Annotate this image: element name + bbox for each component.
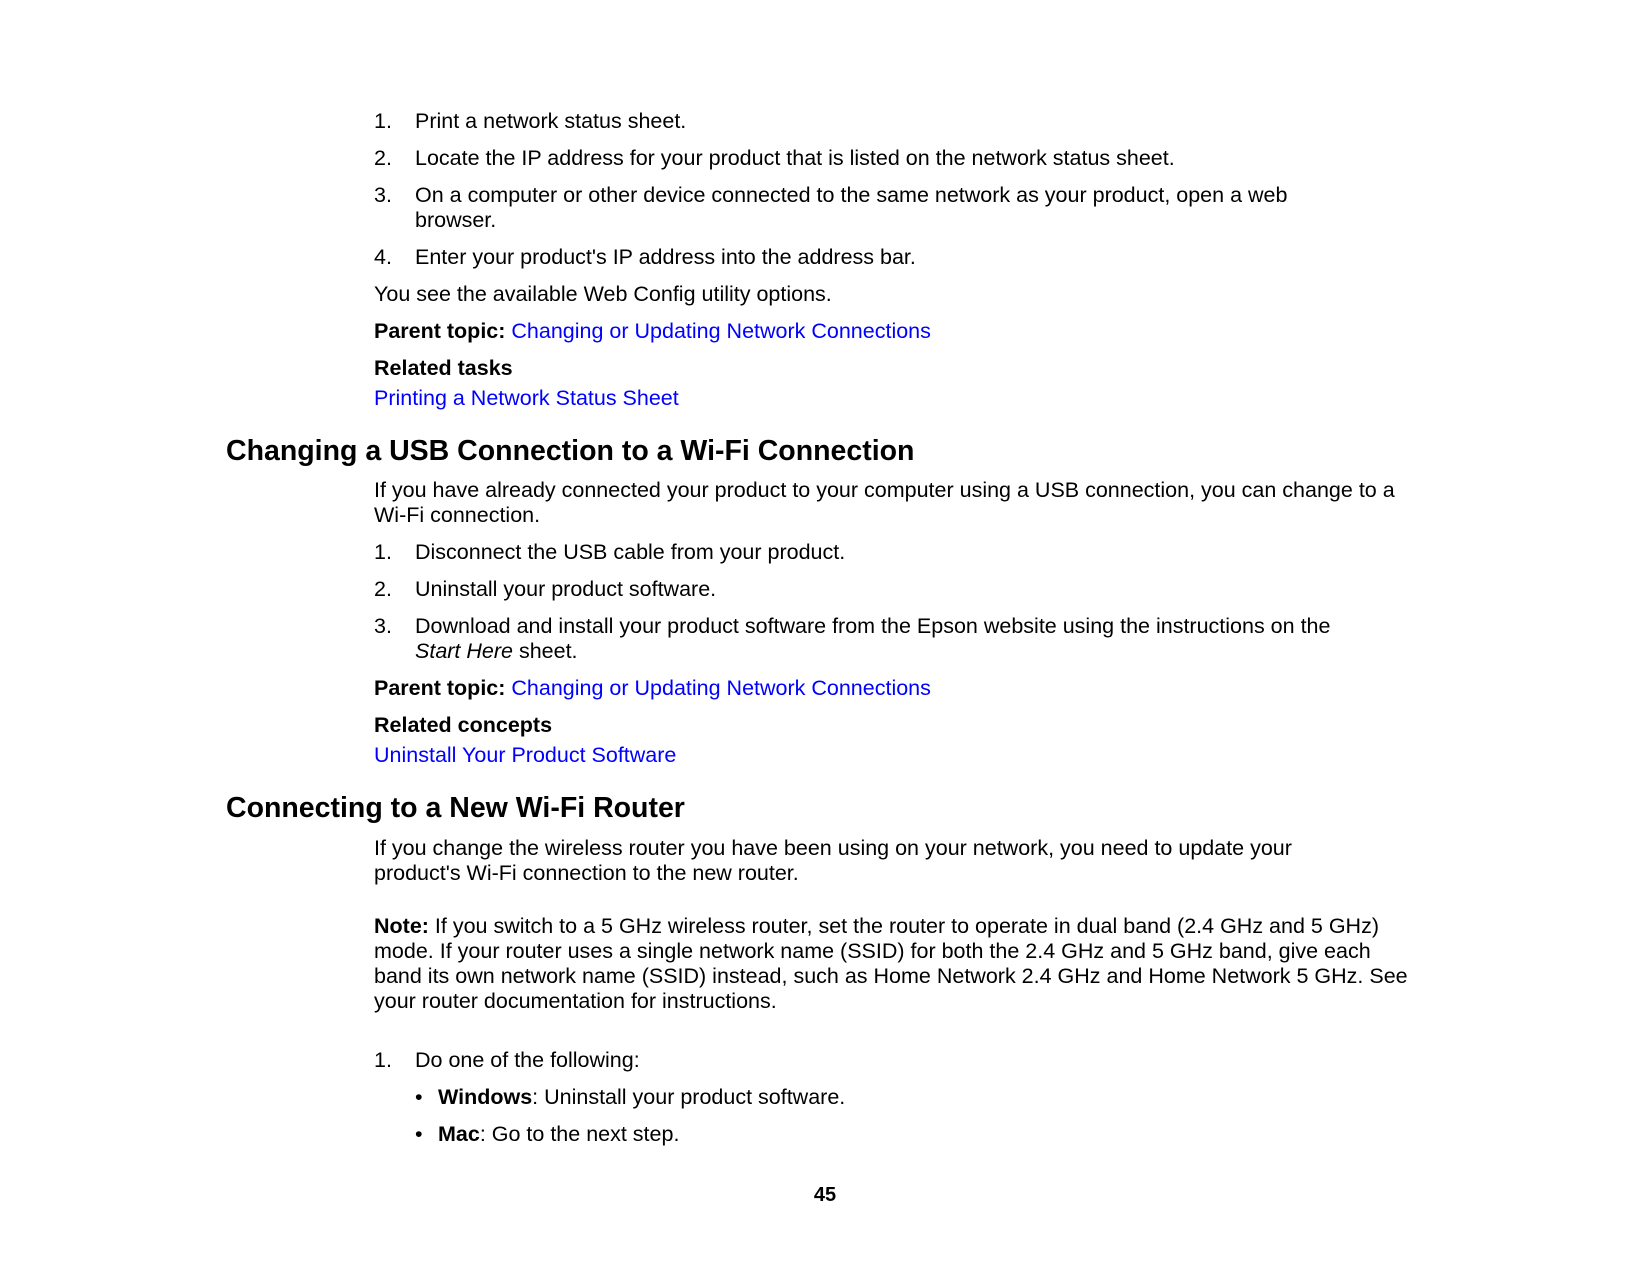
step-text — [415, 614, 1394, 664]
step-text-part: sheet. — [512, 639, 578, 663]
step-number: 2. — [374, 577, 392, 601]
bullet-item — [415, 1085, 845, 1110]
list-item — [374, 109, 1414, 134]
step-text: Enter your product's IP address into the address bar. — [415, 245, 916, 269]
list-item — [374, 146, 1414, 171]
list-item — [374, 577, 1414, 602]
step-text: On a computer or other device connected to the same network as your product, open a web browser. — [415, 183, 1288, 232]
section-heading: Changing a USB Connection to a Wi-Fi Connection — [226, 435, 915, 467]
step-number: 1. — [374, 1048, 392, 1072]
step-number: 2. — [374, 146, 392, 170]
related-concept-item — [374, 743, 1414, 768]
list-item — [374, 1048, 1414, 1073]
step-number: 1. — [374, 540, 392, 564]
bullet-label: Windows — [438, 1085, 533, 1109]
list-item — [374, 183, 1349, 233]
list-item — [374, 540, 1414, 565]
parent-topic-label: Parent topic: — [374, 676, 506, 700]
document-title-ref: Start Here — [415, 639, 513, 663]
step-number: 4. — [374, 245, 392, 269]
related-task-link[interactable]: Printing a Network Status Sheet — [374, 386, 679, 410]
related-concepts-heading: Related concepts — [374, 713, 553, 737]
list-item — [374, 614, 1394, 664]
page-number: 45 — [813, 1184, 837, 1206]
step-number: 3. — [374, 183, 392, 207]
parent-topic — [374, 676, 1414, 701]
parent-topic — [374, 319, 1414, 344]
parent-topic-link[interactable]: Changing or Updating Network Connections — [511, 676, 931, 700]
bullet-icon: • — [415, 1122, 423, 1146]
step-text: Do one of the following: — [415, 1048, 640, 1072]
bullet-label: Mac — [438, 1122, 480, 1146]
list-item — [374, 245, 1414, 270]
related-task-item — [374, 386, 1414, 411]
section-intro: If you have already connected your product to your computer using a USB connection, you can change to a Wi-Fi connection. — [374, 478, 1395, 527]
bullet-text: : Go to the next step. — [479, 1122, 680, 1146]
bullet-item — [415, 1122, 679, 1147]
section-heading: Connecting to a New Wi-Fi Router — [226, 792, 685, 824]
step-number: 3. — [374, 614, 392, 638]
step-text: Uninstall your product software. — [415, 577, 717, 601]
step-text: Locate the IP address for your product that is listed on the network status sheet. — [415, 146, 1175, 170]
related-concept-link[interactable]: Uninstall Your Product Software — [374, 743, 677, 767]
note-block — [374, 914, 1424, 1014]
step-number: 1. — [374, 109, 392, 133]
bullet-icon: • — [415, 1085, 423, 1109]
parent-topic-label: Parent topic: — [374, 319, 506, 343]
bullet-text: : Uninstall your product software. — [532, 1085, 846, 1109]
step-text: Disconnect the USB cable from your product. — [415, 540, 846, 564]
note-text: If you switch to a 5 GHz wireless router, set the router to operate in dual band (2.4 GHz and 5 GHz) mode. If your router uses a single network name (SSID) for both the 2.4 GHz and 5 GHz band, give each band its own network name (SSID) instead, such as Home Network 2.4 GHz and Home Network 5 GHz. See your router documentation for instructions. — [374, 914, 1408, 1013]
step-text-part: Download and install your product software from the Epson website using the instructions on the — [415, 614, 1331, 638]
related-tasks-heading: Related tasks — [374, 356, 513, 380]
section-intro: If you change the wireless router you have been using on your network, you need to update your product's Wi-Fi connection to the new router. — [374, 836, 1292, 885]
parent-topic-link[interactable]: Changing or Updating Network Connections — [511, 319, 931, 343]
note-label: Note: — [374, 914, 429, 938]
step-text: Print a network status sheet. — [415, 109, 687, 133]
result-text: You see the available Web Config utility options. — [374, 282, 832, 306]
